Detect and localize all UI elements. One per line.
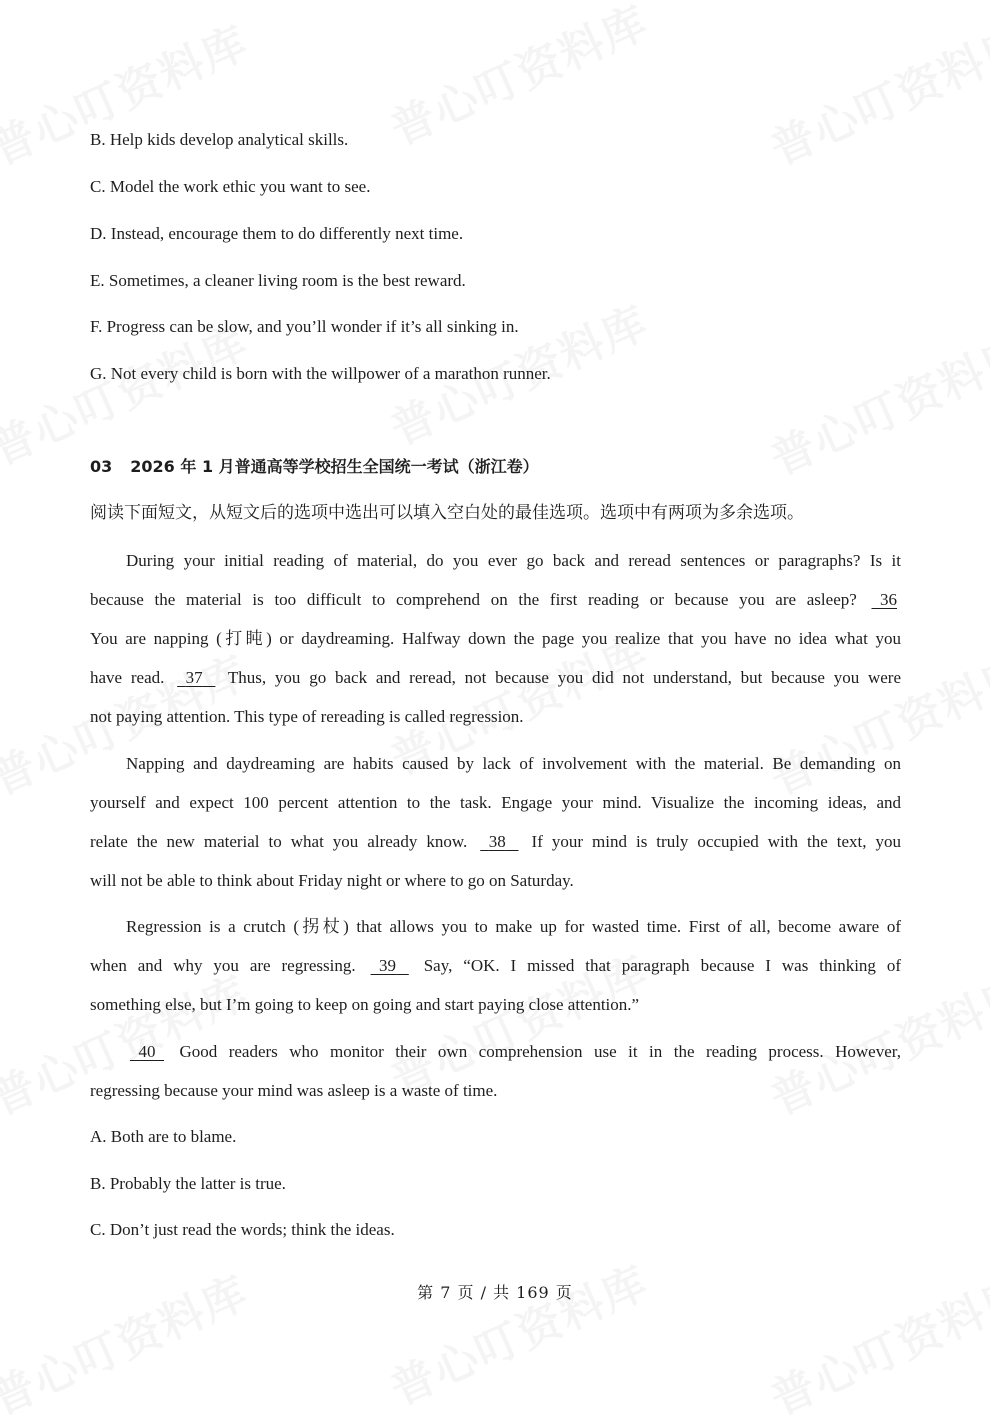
passage-line: because the material is too difficult to comprehend on the first reading or because you are asleep? 36 [90,590,901,610]
passage-line: Napping and daydreaming are habits caused by lack of involvement with the material. Be demanding on [126,754,901,773]
blank-40: 40 [138,1042,156,1061]
option-a: A. Both are to blame. [90,1127,237,1146]
option-f-prev: F. Progress can be slow, and you’ll wonder if it’s all sinking in. [90,317,519,336]
option-c-prev: C. Model the work ethic you want to see. [90,177,371,196]
watermark [759,7,990,178]
passage-line: when and why you are regressing. 39 Say, “OK. I missed that paragraph because I was thinking of [90,956,901,975]
blank-39: 39 [379,956,397,975]
section-number: 03 [90,457,113,476]
passage-line: Regression is a crutch (拐杖) that allows you to make up for wasted time. First of all, become aware of [126,917,901,936]
watermark [379,1247,657,1418]
passage-line: During your initial reading of material, do you ever go back and reread sentences or paragraphs? Is it [126,551,901,570]
option-b: B. Probably the latter is true. [90,1174,286,1193]
option-e-prev: E. Sometimes, a cleaner living room is the best reward. [90,271,466,290]
blank-36: 36 [880,590,898,609]
section-heading [90,457,539,477]
passage-line: something else, but I’m going to keep on going and start paying close attention.” [90,995,640,1014]
option-b-prev: B. Help kids develop analytical skills. [90,130,349,149]
passage-line: yourself and expect 100 percent attention to the task. Engage your mind. Visualize the incoming ideas, and [90,793,901,812]
instruction-text: 阅读下面短文，从短文后的选项中选出可以填入空白处的最佳选项。选项中有两项为多余选项。 [90,503,804,523]
passage-line: not paying attention. This type of rereading is called regression. [90,707,524,726]
section-title: 2026 年 1 月普通高等学校招生全国统一考试（浙江卷） [130,457,539,476]
blank-38: 38 [488,832,506,851]
passage-line: have read. 37 Thus, you go back and reread, not because you did not understand, but because you were [90,668,902,687]
passage-line: You are napping (打盹) or daydreaming. Halfway down the page you realize that you have no idea what you [90,629,901,648]
watermark [759,317,990,488]
watermark [379,0,657,157]
option-d-prev: D. Instead, encourage them to do differently next time. [90,224,464,243]
passage-line: regressing because your mind was asleep is a waste of time. [90,1081,498,1100]
blank-37: 37 [185,668,203,687]
passage-line: 40 Good readers who monitor their own comprehension use it in the reading process. However, [90,1042,901,1062]
passage-line: will not be able to think about Friday night or where to go on Saturday. [90,871,574,890]
passage-line: relate the new material to what you already know. 38 If your mind is truly occupied with the text, you [90,832,902,851]
option-c: C. Don’t just read the words; think the ideas. [90,1220,395,1239]
option-g-prev: G. Not every child is born with the willpower of a marathon runner. [90,364,551,383]
watermark [0,7,257,178]
page-footer: 第 7 页 / 共 169 页 [417,1283,573,1302]
